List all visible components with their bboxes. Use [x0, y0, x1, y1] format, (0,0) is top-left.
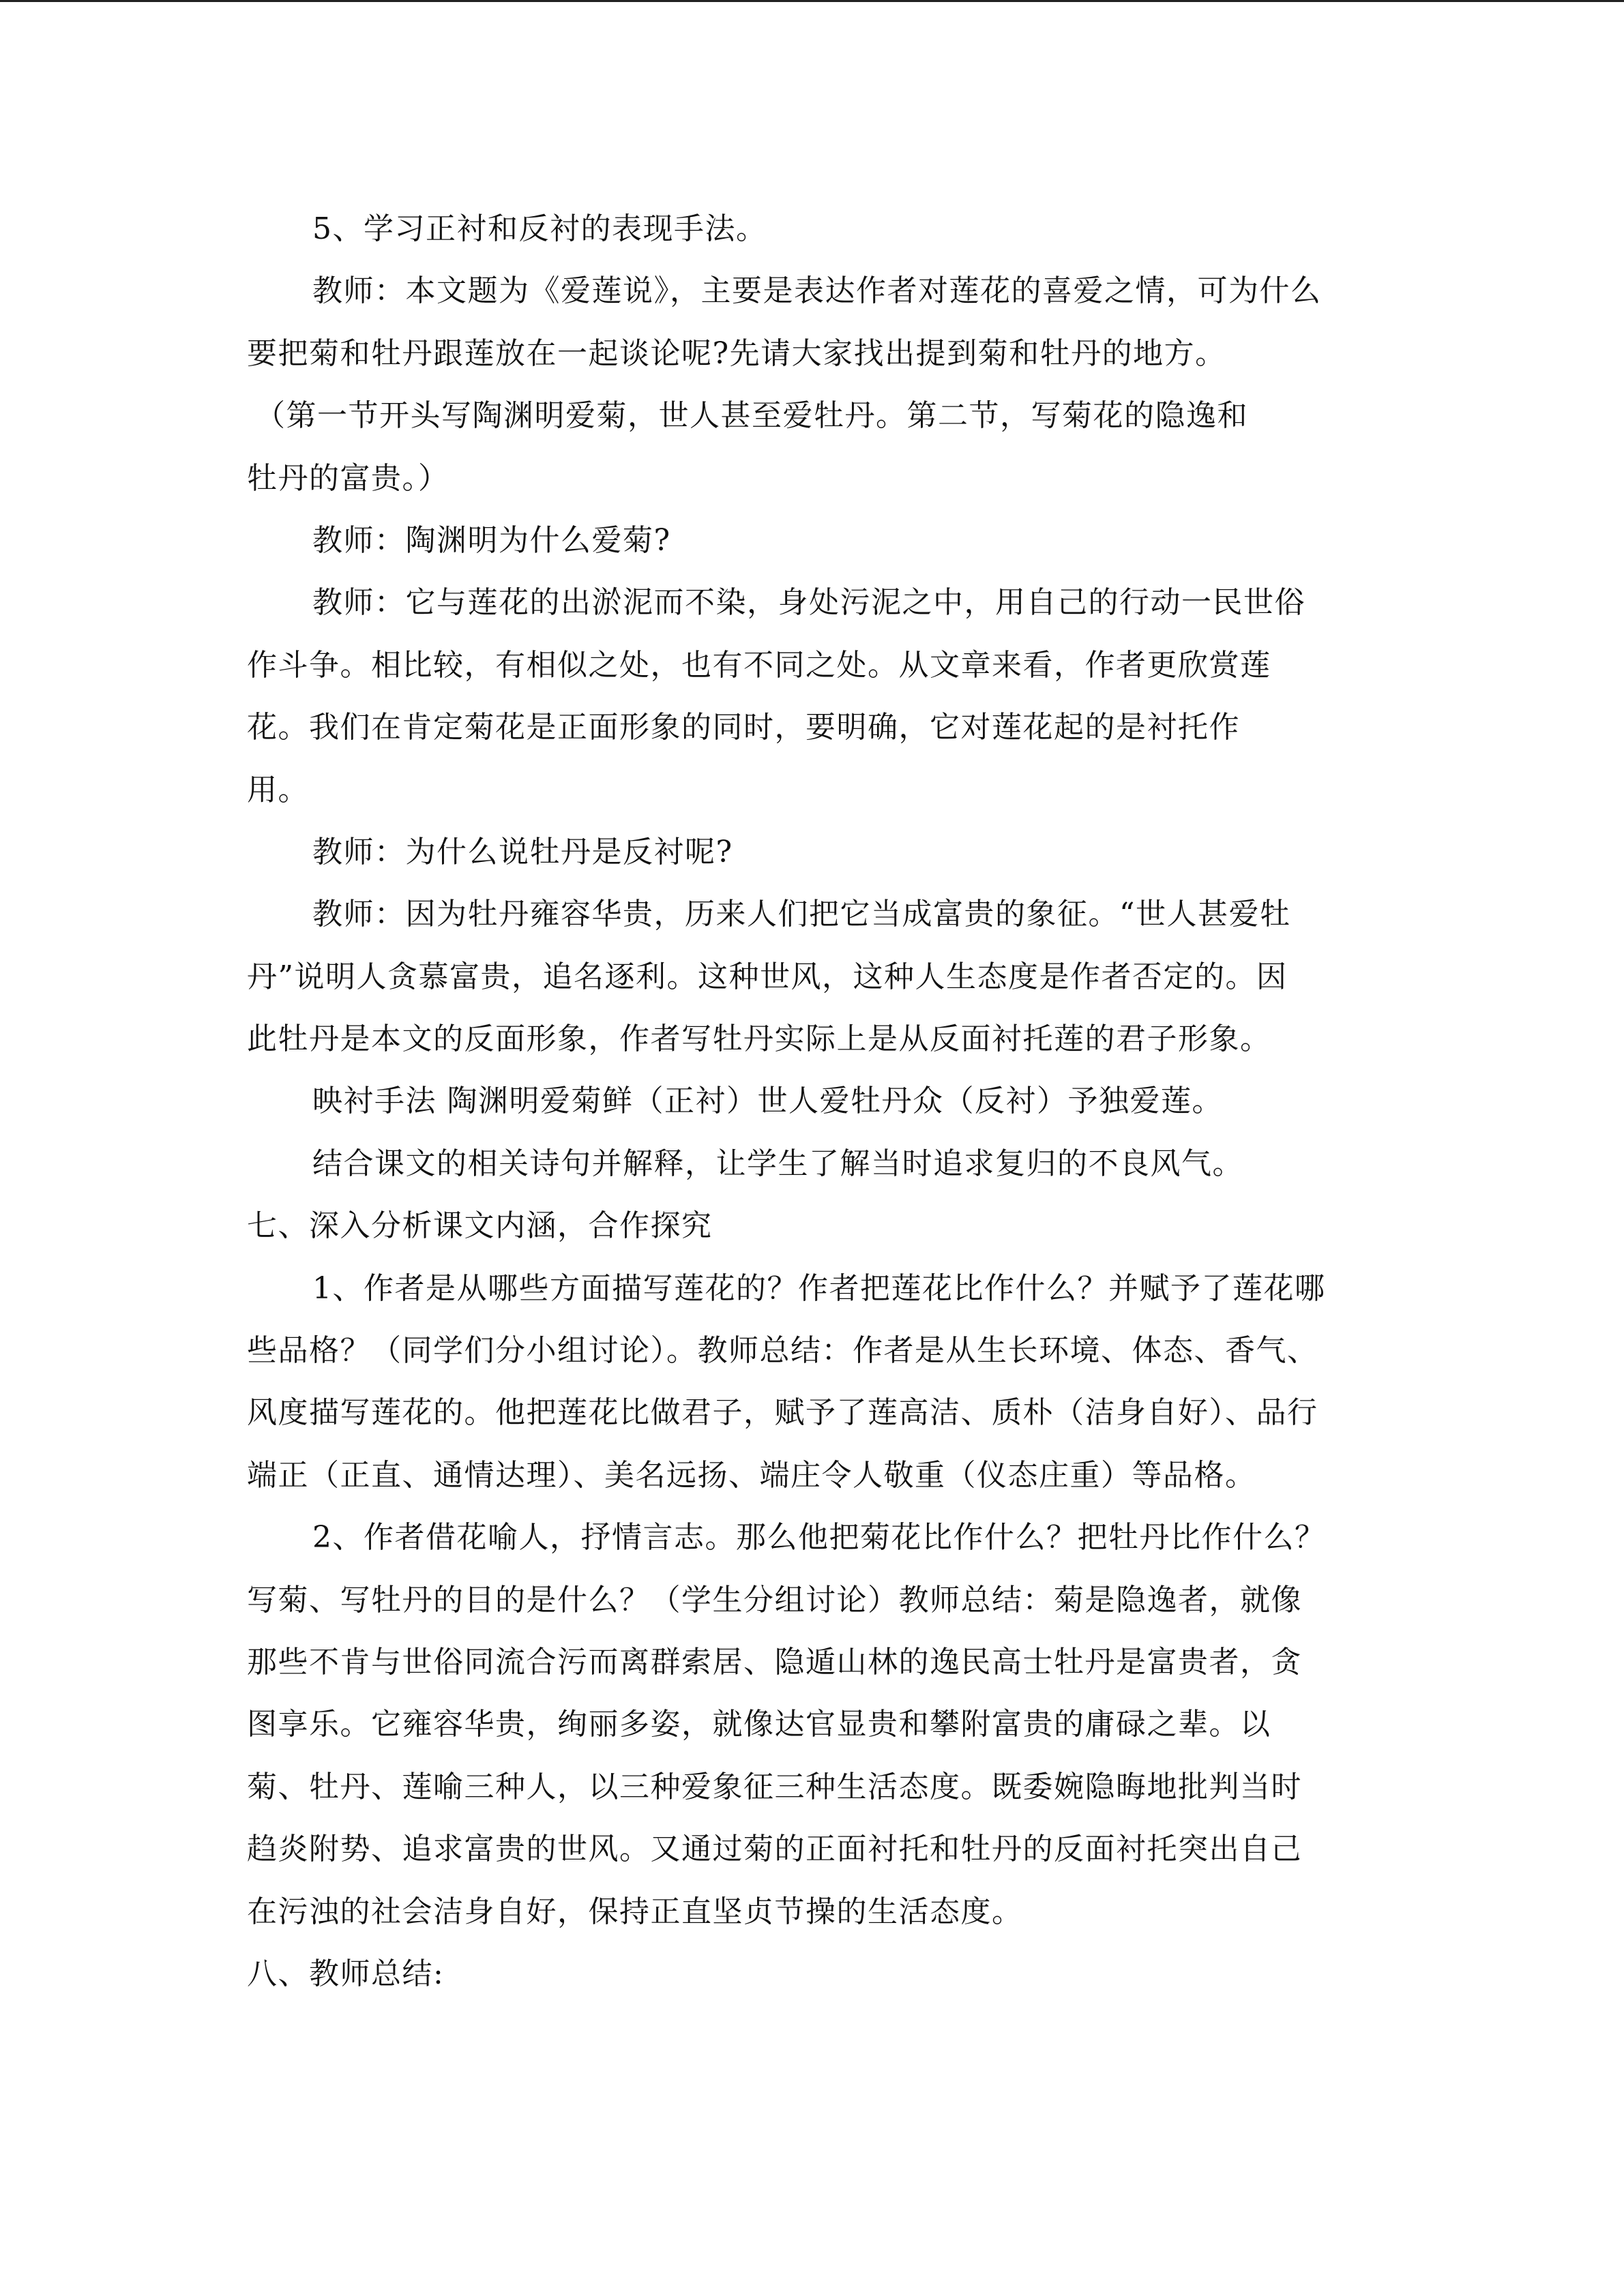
paragraph-line: 图享乐。它雍容华贵，绚丽多姿，就像达官显贵和攀附富贵的庸碌之辈。以 — [247, 1707, 1271, 1742]
paragraph-line: 风度描写莲花的。他把莲花比做君子，赋予了莲高洁、质朴（洁身自好）、品行 — [247, 1395, 1318, 1431]
paragraph-line: 教师：陶渊明为什么爱菊? — [312, 522, 671, 558]
paragraph-line: 端正（正直、通情达理）、美名远扬、端庄令人敬重（仪态庄重）等品格。 — [247, 1457, 1256, 1493]
paragraph-line: 教师：本文题为《爱莲说》，主要是表达作者对莲花的喜爱之情，可为什么 — [312, 273, 1322, 309]
paragraph-line: 花。我们在肯定菊花是正面形象的同时，要明确，它对莲花起的是衬托作 — [247, 710, 1240, 745]
paragraph-line: 此牡丹是本文的反面形象，作者写牡丹实际上是从反面衬托莲的君子形象。 — [247, 1022, 1271, 1057]
section-heading: 八、教师总结: — [247, 1956, 445, 1991]
paragraph-line: 那些不肯与世俗同流合污而离群索居、隐遁山林的逸民高士牡丹是富贵者，贪 — [247, 1644, 1302, 1680]
section-heading: 七、深入分析课文内涵，合作探究 — [247, 1208, 713, 1244]
paragraph-line: 些品格？（同学们分小组讨论）。教师总结：作者是从生长环境、体态、香气、 — [247, 1333, 1318, 1369]
paragraph-line: 1、作者是从哪些方面描写莲花的？作者把莲花比作什么？并赋予了莲花哪 — [312, 1270, 1326, 1306]
paragraph-line: 5、学习正衬和反衬的表现手法。 — [312, 211, 767, 246]
paragraph-line: 2、作者借花喻人，抒情言志。那么他把菊花比作什么？把牡丹比作什么？ — [312, 1520, 1326, 1555]
paragraph-line: 映衬手法 陶渊明爱菊鲜（正衬）世人爱牡丹众（反衬）予独爱莲。 — [312, 1084, 1223, 1119]
paragraph-line: 用。 — [247, 772, 309, 807]
paragraph-line: 教师：它与莲花的出淤泥而不染，身处污泥之中，用自己的行动一民世俗 — [312, 585, 1305, 621]
paragraph-line: 在污浊的社会洁身自好，保持正直坚贞节操的生活态度。 — [247, 1894, 1023, 1929]
paragraph-line: 趋炎附势、追求富贵的世风。又通过菊的正面衬托和牡丹的反面衬托突出自己 — [247, 1832, 1302, 1867]
paragraph-line: 作斗争。相比较，有相似之处，也有不同之处。从文章来看，作者更欣赏莲 — [247, 647, 1271, 683]
paragraph-line: 教师：因为牡丹雍容华贵，历来人们把它当成富贵的象征。“世人甚爱牡 — [312, 897, 1291, 932]
paragraph-line: （第一节开头写陶渊明爱菊，世人甚至爱牡丹。第二节，写菊花的隐逸和 — [255, 398, 1248, 434]
paragraph-line: 教师：为什么说牡丹是反衬呢? — [312, 834, 733, 869]
page-top-border — [0, 0, 1624, 2]
paragraph-line: 牡丹的富贵。） — [247, 460, 449, 496]
paragraph-line: 写菊、写牡丹的目的是什么？（学生分组讨论）教师总结：菊是隐逸者，就像 — [247, 1582, 1302, 1617]
paragraph-line: 结合课文的相关诗句并解释，让学生了解当时追求复归的不良风气。 — [312, 1146, 1243, 1181]
paragraph-line: 丹”说明人贪慕富贵，追名逐利。这种世风，这种人生态度是作者否定的。因 — [247, 959, 1288, 994]
paragraph-line: 菊、牡丹、莲喻三种人，以三种爱象征三种生活态度。既委婉隐晦地批判当时 — [247, 1769, 1302, 1804]
paragraph-line: 要把菊和牡丹跟莲放在一起谈论呢?先请大家找出提到菊和牡丹的地方。 — [247, 336, 1226, 371]
document-body — [247, 198, 1379, 2005]
